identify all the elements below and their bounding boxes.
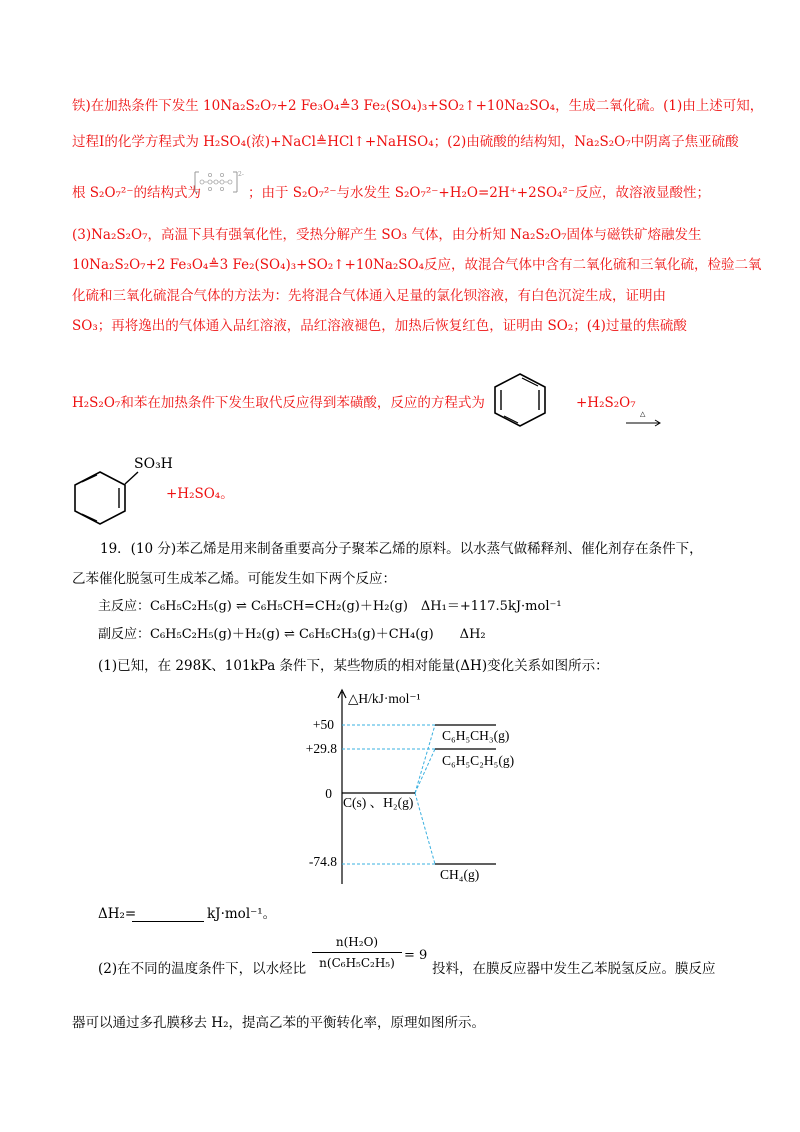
delta-h2-label: ΔH₂= — [98, 906, 137, 922]
connector-to-ethylbenzene — [415, 749, 435, 793]
answer-line-5: 10Na₂S₂O₇+2 Fe₃O₄≜3 Fe₂(SO₄)₃+SO₂↑+10Na₂SO₄反应，故混合气体中含有二氧化硫和三氧化硫，检验二氧 — [72, 257, 762, 273]
plus-h2so4: +H₂SO₄。 — [166, 486, 234, 502]
q19-part1: (1)已知，在 298K、101kPa 条件下，某些物质的相对能量(ΔH)变化关系如图所示： — [98, 658, 609, 674]
y-axis-label: △H/kJ·mol⁻¹ — [348, 691, 421, 706]
connector-to-toluene — [415, 725, 435, 793]
fraction-numerator: n(H₂O) — [335, 935, 379, 949]
q19-intro-1: 19．(10 分)苯乙烯是用来制备重要高分子聚苯乙烯的原料。以水蒸气做稀释剂、催化剂存在条件下， — [100, 541, 703, 557]
level-label-elements: C(s) 、H₂(g) — [343, 795, 414, 810]
s2o7-structure-icon — [192, 170, 244, 194]
answer-line-6: 化硫和三氧化硫混合气体的方法为：先将混合气体通入足量的氯化钡溶液，有白色沉淀生成，证明由 — [72, 288, 666, 304]
answer-line-8: H₂S₂O₇和苯在加热条件下发生取代反应得到苯磺酸，反应的方程式为 — [72, 395, 485, 411]
q19-intro-2: 乙苯催化脱氢可生成苯乙烯。可能发生如下两个反应： — [72, 571, 396, 587]
side-reaction: 副反应：C₆H₅C₂H₅(g)＋H₂(g) ⇌ C₆H₅CH₃(g)＋CH₄(g) ΔH₂ — [98, 627, 486, 642]
plus-h2s2o7: +H₂S₂O₇ — [576, 395, 636, 411]
reaction-arrow-icon — [626, 419, 662, 427]
fraction-equals: = 9 — [404, 948, 428, 963]
tick-label-29-8: +29.8 — [305, 741, 337, 756]
so3h-group-label: SO₃H — [134, 456, 173, 472]
q19-part2-post: 投料，在膜反应器中发生乙苯脱氢反应。膜反应 — [432, 961, 716, 977]
benzenesulfonic-acid-ring-icon — [70, 470, 130, 526]
benzene-inner-bonds — [490, 372, 550, 428]
q19-part2-line2: 器可以通过多孔膜移去 H₂，提高乙苯的平衡转化率，原理如图所示。 — [72, 1015, 485, 1031]
energy-diagram — [290, 688, 530, 888]
level-label-methane: CH₄(g) — [440, 867, 480, 882]
tick-label-0: 0 — [325, 786, 332, 801]
answer-line-3a: 根 S₂O₇²⁻的结构式为 — [72, 185, 201, 201]
answer-line-4: (3)Na₂S₂O₇，高温下具有强氧化性，受热分解产生 SO₃ 气体，由分析知 Na₂S₂O₇固体与磁铁矿熔融发生 — [72, 227, 702, 243]
svg-text:2-: 2- — [238, 171, 244, 178]
level-label-toluene: C₆H₅CH₃(g) — [442, 728, 510, 743]
arrow-condition: △ — [640, 410, 646, 418]
delta-h2-unit: kJ·mol⁻¹。 — [207, 906, 277, 922]
fraction-denominator: n(C₆H₅C₂H₅) — [319, 956, 395, 970]
answer-line-2: 过程Ⅰ的化学方程式为 H₂SO₄(浓)+NaCl≜HCl↑+NaHSO₄；(2)由硫酸的结构知，Na₂S₂O₇中阴离子焦亚硫酸 — [72, 134, 739, 150]
answer-line-7: SO₃；再将逸出的气体通入品红溶液，品红溶液褪色，加热后恢复红色，证明由 SO₂；(4)过量的焦硫酸 — [72, 318, 687, 334]
main-reaction: 主反应：C₆H₅C₂H₅(g) ⇌ C₆H₅CH=CH₂(g)＋H₂(g) ΔH₁＝+117.5kJ·mol⁻¹ — [98, 599, 562, 614]
tick-label-50: +50 — [312, 717, 334, 732]
tick-label-neg-74-8: -74.8 — [308, 854, 337, 869]
answer-line-1: 铁)在加热条件下发生 10Na₂S₂O₇+2 Fe₃O₄≜3 Fe₂(SO₄)₃+SO₂↑+10Na₂SO₄，生成二氧化硫。(1)由上述可知， — [72, 98, 764, 114]
answer-line-3b: ；由于 S₂O₇²⁻与水发生 S₂O₇²⁻+H₂O=2H⁺+2SO₄²⁻反应，故溶液显酸性； — [248, 185, 710, 201]
fraction-bar — [312, 952, 402, 953]
q19-part2-pre: (2)在不同的温度条件下，以水烃比 — [98, 961, 307, 977]
connector-to-methane — [415, 793, 435, 864]
answer-blank[interactable] — [132, 921, 204, 922]
level-label-ethylbenzene: C₆H₅C₂H₅(g) — [442, 753, 515, 768]
